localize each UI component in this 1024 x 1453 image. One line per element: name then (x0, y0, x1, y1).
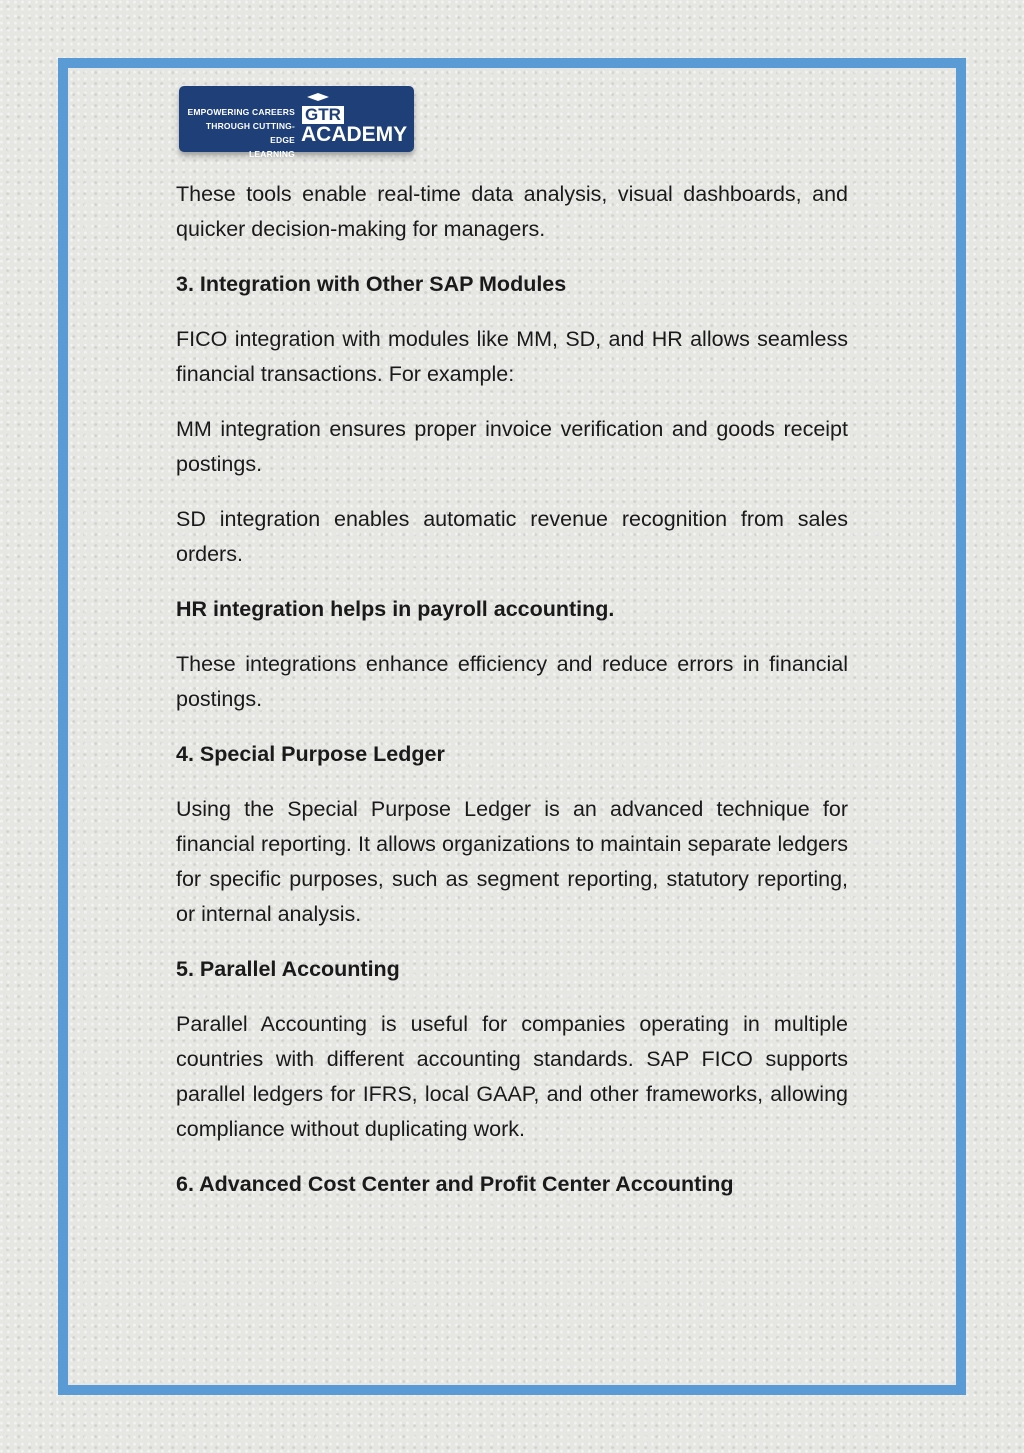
logo-brand-top: GTR (302, 106, 344, 124)
graduation-cap-icon (307, 93, 329, 101)
section-heading: HR integration helps in payroll accounting. (176, 597, 615, 621)
document-body (176, 177, 848, 1222)
section-heading: 3. Integration with Other SAP Modules (176, 272, 567, 296)
tagline-line: LEARNING (249, 149, 295, 159)
gtr-academy-logo (179, 86, 414, 159)
section-heading: 6. Advanced Cost Center and Profit Center Accounting (176, 1172, 734, 1196)
tagline-line: THROUGH CUTTING-EDGE (205, 121, 295, 145)
paragraph: SD integration enables automatic revenue recognition from sales orders. (176, 507, 848, 566)
section-heading: 4. Special Purpose Ledger (176, 742, 445, 766)
logo-tagline (185, 105, 295, 161)
paragraph: These integrations enhance efficiency and reduce errors in financial postings. (176, 652, 848, 711)
section-heading: 5. Parallel Accounting (176, 957, 400, 981)
logo-brand-bottom: ACADEMY (301, 123, 408, 146)
paragraph: MM integration ensures proper invoice verification and goods receipt postings. (176, 417, 848, 476)
tagline-line: EMPOWERING CAREERS (187, 107, 295, 117)
paragraph: Parallel Accounting is useful for companies operating in multiple countries with different accounting standards. SAP FICO supports parallel ledgers for IFRS, local GAAP, and other frameworks, allowing compliance without duplicating work. (176, 1012, 848, 1141)
paragraph: FICO integration with modules like MM, SD, and HR allows seamless financial transactions. For example: (176, 327, 848, 386)
paragraph: Using the Special Purpose Ledger is an advanced technique for financial reporting. It allows organizations to maintain separate ledgers for specific purposes, such as segment reporting, statutory reporting, or internal analysis. (176, 797, 848, 926)
paragraph: These tools enable real-time data analysis, visual dashboards, and quicker decision-making for managers. (176, 182, 848, 241)
